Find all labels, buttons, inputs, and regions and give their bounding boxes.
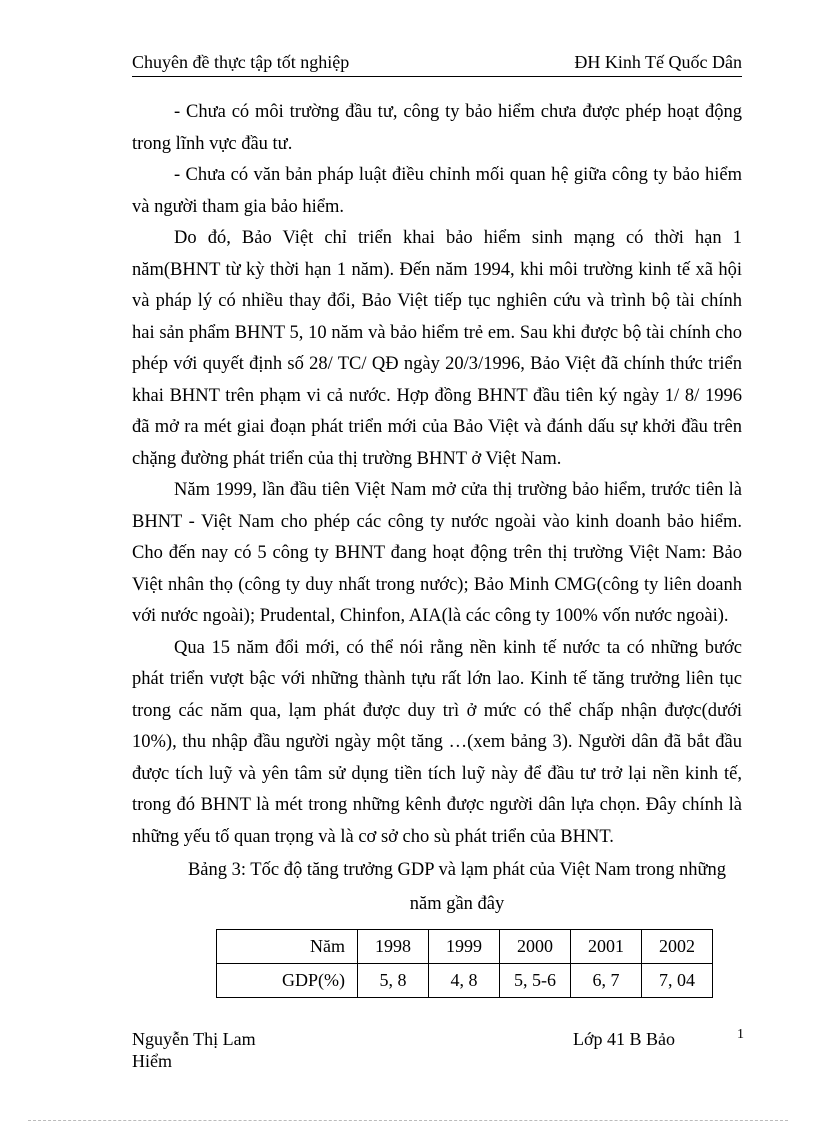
footer-author-block [132, 1028, 256, 1072]
table-row [217, 964, 713, 998]
paragraph-15-years: Qua 15 năm đổi mới, có thể nói rằng nền kinh tế nước ta có những bước phát triển vượt bậc với những thành tựu rất lớn lao. Kinh tế tăng trưởng liên tục trong các năm qua, lạm phát được duy trì ở mức có thể chấp nhận được(dưới 10%), thu nhập đầu người ngày một tăng …(xem bảng 3). Người dân đã bắt đầu được tích luỹ và yên tâm sử dụng tiền tích luỹ này để đầu tư trở lại nền kinh tế, trong đó BHNT là mét trong những kênh được người dân lựa chọn. Đây chính là những yếu tố quan trọng và là cơ sở cho sù phát triển của BHNT. [132, 637, 742, 847]
footer-class: Lớp 41 B Bảo [573, 1029, 676, 1049]
footer-class-suffix: Hiểm [132, 1051, 172, 1071]
header-right: ĐH Kinh Tế Quốc Dân [574, 52, 742, 72]
gdp-cell: 7, 04 [642, 964, 713, 998]
table-header-row [217, 930, 713, 964]
page-number: 1 [737, 1027, 744, 1042]
gdp-cell: 5, 5-6 [500, 964, 571, 998]
gdp-label-cell: GDP(%) [217, 964, 358, 998]
year-cell: 2000 [500, 930, 571, 964]
year-cell: 2001 [571, 930, 642, 964]
document-body [132, 97, 742, 921]
page-header [132, 52, 742, 77]
paragraph-1999: Năm 1999, lần đầu tiên Việt Nam mở cửa thị trường bảo hiểm, trước tiên là BHNT - Việt Nam cho phép các công ty nước ngoài vào kinh doanh bảo hiểm. Cho đến nay có 5 công ty BHNT đang hoạt động trên thị trường Việt Nam: Bảo Việt nhân thọ (công ty duy nhất trong nước); Bảo Minh CMG(công ty liên doanh với nước ngoài); Prudental, Chinfon, AIA(là các công ty 100% vốn nước ngoài). [132, 480, 742, 626]
header-left: Chuyên đề thực tập tốt nghiệp [132, 52, 350, 72]
gdp-cell: 6, 7 [571, 964, 642, 998]
paragraph-bullet-1: - Chưa có môi trường đầu tư, công ty bảo hiểm chưa được phép hoạt động trong lĩnh vực đầu tư. [132, 102, 742, 154]
paragraph-bullet-2: - Chưa có văn bản pháp luật điều chỉnh mối quan hệ giữa công ty bảo hiểm và người tham gia bảo hiểm. [132, 165, 742, 217]
gdp-cell: 4, 8 [429, 964, 500, 998]
year-cell: 1999 [429, 930, 500, 964]
year-cell: 2002 [642, 930, 713, 964]
year-cell: 1998 [358, 930, 429, 964]
page-bottom-edge [28, 1120, 788, 1121]
table-caption: Bảng 3: Tốc độ tăng trưởng GDP và lạm phát của Việt Nam trong những năm gần đây [187, 860, 727, 914]
gdp-cell: 5, 8 [358, 964, 429, 998]
footer-author: Nguyễn Thị Lam [132, 1029, 256, 1049]
year-label-cell: Năm [217, 930, 358, 964]
gdp-table [216, 929, 713, 998]
paragraph-bao-viet: Do đó, Bảo Việt chỉ triển khai bảo hiểm sinh mạng có thời hạn 1 năm(BHNT từ kỳ thời hạn 1 năm). Đến năm 1994, khi môi trường kinh tế xã hội và pháp lý có nhiều thay đổi, Bảo Việt tiếp tục nghiên cứu và trình bộ tài chính hai sản phẩm BHNT 5, 10 năm và bảo hiểm trẻ em. Sau khi được bộ tài chính cho phép với quyết định số 28/ TC/ QĐ ngày 20/3/1996, Bảo Việt đã chính thức triển khai BHNT trên phạm vi cả nước. Hợp đồng BHNT đầu tiên ký ngày 1/ 8/ 1996 đã mở ra mét giai đoạn phát triển mới của Bảo Việt và đánh dấu sự khởi đầu trên chặng đường phát triển của thị trường BHNT ở Việt Nam. [132, 228, 742, 469]
